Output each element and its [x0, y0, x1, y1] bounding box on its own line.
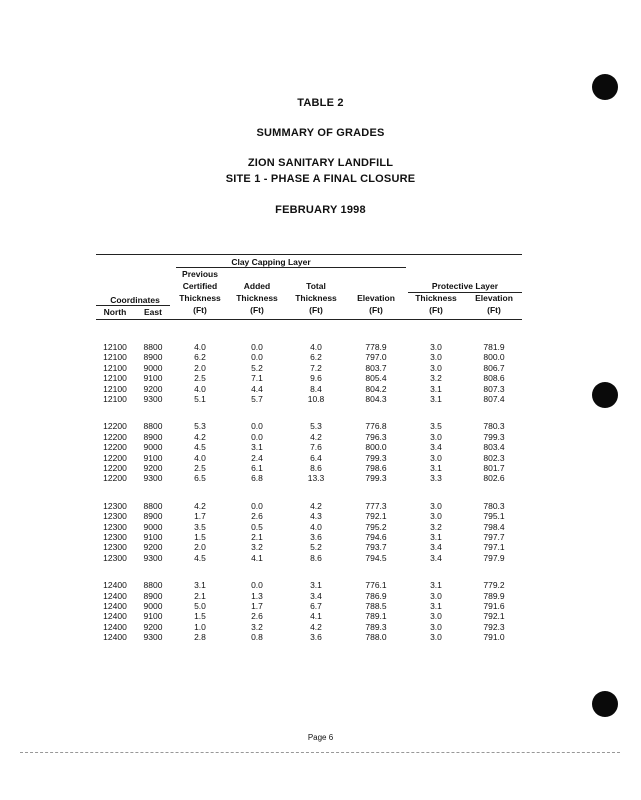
cell-east: 9300 [143, 394, 163, 404]
cell-prot-elevation: 789.9 [483, 590, 505, 601]
cell-elevation: 797.0 [365, 352, 387, 363]
col-elevation-unit: (Ft) [369, 305, 383, 315]
cell-prot-elevation: 779.2 [483, 580, 505, 591]
cell-total: 5.3 [310, 421, 322, 432]
cell-prot-elevation: 799.3 [483, 431, 505, 442]
cell-east: 8900 [143, 511, 163, 522]
cell-prev-cert: 4.2 [194, 431, 206, 442]
cell-prot-thickness: 3.3 [430, 473, 442, 484]
cell-east: 9200 [143, 383, 163, 394]
cell-prot-thickness: 3.0 [430, 611, 442, 622]
cell-prot-thickness: 3.0 [430, 500, 442, 511]
cell-prot-thickness: 3.2 [430, 521, 442, 532]
cell-north: 12200 [103, 452, 127, 463]
cell-prot-elevation: 797.9 [483, 552, 505, 563]
col-prot-thickness-unit: (Ft) [429, 305, 443, 315]
cell-east: 8800 [143, 421, 163, 432]
cell-elevation: 795.2 [365, 521, 387, 532]
cell-prev-cert: 2.5 [194, 463, 206, 473]
cell-total: 3.6 [310, 632, 322, 643]
cell-elevation: 793.7 [365, 542, 387, 553]
cell-added: 0.0 [251, 500, 263, 511]
cell-elevation: 788.0 [365, 632, 387, 643]
cell-added: 3.2 [251, 621, 263, 632]
cell-total: 7.6 [310, 442, 322, 453]
cell-north: 12100 [103, 342, 127, 352]
cell-prot-thickness: 3.0 [430, 352, 442, 363]
col-added-unit: (Ft) [250, 305, 264, 315]
cell-prot-thickness: 3.0 [430, 342, 442, 352]
cell-total: 8.6 [310, 463, 322, 473]
cell-elevation: 800.0 [365, 442, 387, 453]
col-prev-cert-unit: (Ft) [193, 305, 207, 315]
cell-east: 8800 [143, 342, 163, 352]
scan-edge-noise [20, 752, 620, 753]
cell-elevation: 796.3 [365, 431, 387, 442]
cell-total: 8.6 [310, 552, 322, 563]
cell-prot-elevation: 791.6 [483, 601, 505, 611]
cell-east: 9100 [143, 373, 163, 384]
cell-added: 2.6 [251, 611, 263, 622]
cell-prot-elevation: 780.3 [483, 500, 505, 511]
cell-total: 3.4 [310, 590, 322, 601]
cell-prot-thickness: 3.0 [430, 590, 442, 601]
cell-east: 8900 [143, 590, 163, 601]
cell-prot-thickness: 3.1 [430, 394, 442, 404]
cell-north: 12400 [103, 621, 127, 632]
cell-added: 4.4 [251, 383, 263, 394]
cell-prev-cert: 2.1 [194, 590, 206, 601]
cell-elevation: 799.3 [365, 473, 387, 484]
cell-elevation: 805.4 [365, 373, 387, 384]
cell-east: 8800 [143, 580, 163, 591]
cell-elevation: 794.5 [365, 552, 387, 563]
cell-prot-elevation: 781.9 [483, 342, 505, 352]
cell-elevation: 786.9 [365, 590, 387, 601]
cell-prot-thickness: 3.4 [430, 442, 442, 453]
cell-elevation: 776.1 [365, 580, 387, 591]
cell-elevation: 799.3 [365, 452, 387, 463]
cell-north: 12100 [103, 383, 127, 394]
cell-prev-cert: 4.0 [194, 452, 206, 463]
cell-north: 12100 [103, 362, 127, 373]
cell-prot-thickness: 3.2 [430, 373, 442, 384]
cell-prev-cert: 4.5 [194, 552, 206, 563]
cell-east: 9100 [143, 532, 163, 542]
cell-prot-elevation: 807.3 [483, 383, 505, 394]
cell-east: 9000 [143, 442, 163, 453]
cell-prev-cert: 4.2 [194, 500, 206, 511]
cell-prot-elevation: 808.6 [483, 373, 505, 384]
cell-total: 6.7 [310, 601, 322, 611]
cell-prev-cert: 3.1 [194, 580, 206, 591]
cell-north: 12300 [103, 542, 127, 553]
cell-north: 12400 [103, 632, 127, 643]
cell-prev-cert: 2.8 [194, 632, 206, 643]
punch-hole-middle [592, 382, 618, 408]
cell-elevation: 792.1 [365, 511, 387, 522]
cell-prot-thickness: 3.0 [430, 511, 442, 522]
cell-prot-elevation: 798.4 [483, 521, 505, 532]
cell-prot-thickness: 3.0 [430, 452, 442, 463]
cell-added: 1.7 [251, 601, 263, 611]
cell-prot-thickness: 3.0 [430, 621, 442, 632]
cell-elevation: 778.9 [365, 342, 387, 352]
cell-added: 0.0 [251, 342, 263, 352]
col-added-line2: Thickness [236, 293, 278, 303]
cell-north: 12400 [103, 590, 127, 601]
col-prev-cert-line1: Previous [182, 269, 218, 279]
col-added-line1: Added [243, 281, 271, 291]
header-bottom-rule [96, 319, 522, 320]
col-total-line1: Total [306, 281, 326, 291]
table-top-rule [96, 254, 522, 255]
col-total-line2: Thickness [295, 293, 337, 303]
col-prot-elevation-line1: Elevation [475, 293, 513, 303]
cell-east: 8900 [143, 352, 163, 363]
cell-prev-cert: 4.5 [194, 442, 206, 453]
cell-north: 12300 [103, 500, 127, 511]
phase-title: SITE 1 - PHASE A FINAL CLOSURE [225, 173, 416, 185]
cell-prev-cert: 4.0 [194, 342, 206, 352]
cell-prev-cert: 1.0 [194, 621, 206, 632]
cell-added: 6.1 [251, 463, 263, 473]
cell-added: 0.0 [251, 352, 263, 363]
cell-prev-cert: 5.1 [194, 394, 206, 404]
page-number: Page 6 [307, 733, 334, 742]
cell-total: 6.2 [310, 352, 322, 363]
cell-elevation: 789.1 [365, 611, 387, 622]
cell-prev-cert: 6.2 [194, 352, 206, 363]
cell-added: 3.2 [251, 542, 263, 553]
cell-prot-elevation: 792.3 [483, 621, 505, 632]
cell-prot-thickness: 3.0 [430, 362, 442, 373]
cell-added: 4.1 [251, 552, 263, 563]
cell-north: 12200 [103, 431, 127, 442]
cell-prot-thickness: 3.0 [430, 431, 442, 442]
cell-prot-thickness: 3.1 [430, 532, 442, 542]
cell-total: 13.3 [307, 473, 325, 484]
cell-added: 0.0 [251, 580, 263, 591]
cell-elevation: 777.3 [365, 500, 387, 511]
cell-total: 9.6 [310, 373, 322, 384]
cell-added: 0.5 [251, 521, 263, 532]
cell-prot-elevation: 802.6 [483, 473, 505, 484]
cell-added: 0.0 [251, 431, 263, 442]
cell-north: 12200 [103, 442, 127, 453]
cell-total: 5.2 [310, 542, 322, 553]
cell-prot-thickness: 3.1 [430, 580, 442, 591]
cell-prev-cert: 3.5 [194, 521, 206, 532]
col-prot-thickness-line1: Thickness [415, 293, 457, 303]
cell-prot-thickness: 3.5 [430, 421, 442, 432]
cell-north: 12100 [103, 394, 127, 404]
cell-prev-cert: 5.3 [194, 421, 206, 432]
col-east: East [144, 307, 162, 317]
cell-east: 8900 [143, 431, 163, 442]
cell-east: 9000 [143, 521, 163, 532]
cell-prot-elevation: 780.3 [483, 421, 505, 432]
table-number: TABLE 2 [297, 97, 344, 109]
cell-prot-thickness: 3.1 [430, 383, 442, 394]
cell-east: 9000 [143, 601, 163, 611]
cell-prev-cert: 2.0 [194, 362, 206, 373]
cell-elevation: 794.6 [365, 532, 387, 542]
cell-elevation: 798.6 [365, 463, 387, 473]
cell-prot-elevation: 802.3 [483, 452, 505, 463]
cell-added: 5.7 [251, 394, 263, 404]
cell-north: 12300 [103, 532, 127, 542]
cell-prev-cert: 2.0 [194, 542, 206, 553]
protective-group-header: Protective Layer [431, 281, 499, 291]
cell-added: 2.4 [251, 452, 263, 463]
cell-added: 1.3 [251, 590, 263, 601]
cell-total: 4.0 [310, 521, 322, 532]
cell-prot-elevation: 806.7 [483, 362, 505, 373]
cell-prot-elevation: 795.1 [483, 511, 505, 522]
cell-prot-elevation: 797.7 [483, 532, 505, 542]
cell-east: 9200 [143, 463, 163, 473]
cell-east: 9200 [143, 621, 163, 632]
cell-elevation: 788.5 [365, 601, 387, 611]
cell-total: 7.2 [310, 362, 322, 373]
cell-east: 9300 [143, 473, 163, 484]
cell-prot-thickness: 3.1 [430, 463, 442, 473]
cell-prot-elevation: 807.4 [483, 394, 505, 404]
cell-added: 0.0 [251, 421, 263, 432]
punch-hole-bottom [592, 691, 618, 717]
cell-prot-elevation: 803.4 [483, 442, 505, 453]
cell-elevation: 776.8 [365, 421, 387, 432]
cell-east: 9300 [143, 552, 163, 563]
cell-prot-thickness: 3.4 [430, 552, 442, 563]
cell-added: 0.8 [251, 632, 263, 643]
col-total-unit: (Ft) [309, 305, 323, 315]
table-subject: SUMMARY OF GRADES [256, 127, 385, 139]
cell-north: 12300 [103, 521, 127, 532]
cell-north: 12200 [103, 463, 127, 473]
cell-elevation: 804.3 [365, 394, 387, 404]
cell-prot-elevation: 792.1 [483, 611, 505, 622]
cell-prot-elevation: 797.1 [483, 542, 505, 553]
cell-added: 2.6 [251, 511, 263, 522]
col-coordinates: Coordinates [110, 295, 160, 305]
cell-added: 7.1 [251, 373, 263, 384]
cell-added: 5.2 [251, 362, 263, 373]
cell-prev-cert: 1.5 [194, 532, 206, 542]
col-elevation-line1: Elevation [357, 293, 395, 303]
cell-prev-cert: 2.5 [194, 373, 206, 384]
cell-total: 4.2 [310, 621, 322, 632]
site-name: ZION SANITARY LANDFILL [247, 157, 394, 169]
cell-prot-thickness: 3.0 [430, 632, 442, 643]
cell-north: 12400 [103, 611, 127, 622]
cell-east: 9100 [143, 452, 163, 463]
cell-east: 9000 [143, 362, 163, 373]
cell-total: 10.8 [307, 394, 325, 404]
cell-east: 8800 [143, 500, 163, 511]
cell-north: 12100 [103, 352, 127, 363]
cell-east: 9100 [143, 611, 163, 622]
clay-capping-group-header: Clay Capping Layer [231, 257, 311, 267]
cell-prot-elevation: 791.0 [483, 632, 505, 643]
cell-prev-cert: 5.0 [194, 601, 206, 611]
cell-added: 6.8 [251, 473, 263, 484]
cell-total: 4.3 [310, 511, 322, 522]
cell-added: 3.1 [251, 442, 263, 453]
cell-north: 12400 [103, 601, 127, 611]
cell-total: 6.4 [310, 452, 322, 463]
cell-north: 12100 [103, 373, 127, 384]
cell-prev-cert: 1.5 [194, 611, 206, 622]
cell-elevation: 789.3 [365, 621, 387, 632]
cell-total: 4.2 [310, 431, 322, 442]
cell-north: 12300 [103, 511, 127, 522]
cell-elevation: 803.7 [365, 362, 387, 373]
cell-total: 8.4 [310, 383, 322, 394]
cell-prot-elevation: 801.7 [483, 463, 505, 473]
cell-east: 9300 [143, 632, 163, 643]
cell-prev-cert: 1.7 [194, 511, 206, 522]
cell-north: 12200 [103, 473, 127, 484]
cell-total: 3.6 [310, 532, 322, 542]
col-prot-elevation-unit: (Ft) [487, 305, 501, 315]
cell-total: 4.1 [310, 611, 322, 622]
col-prev-cert-line2: Certified [182, 281, 218, 291]
cell-prev-cert: 6.5 [194, 473, 206, 484]
col-north: North [103, 307, 127, 317]
report-date: FEBRUARY 1998 [275, 204, 366, 216]
cell-prev-cert: 4.0 [194, 383, 206, 394]
cell-north: 12200 [103, 421, 127, 432]
cell-added: 2.1 [251, 532, 263, 542]
cell-prot-elevation: 800.0 [483, 352, 505, 363]
cell-elevation: 804.2 [365, 383, 387, 394]
cell-east: 9200 [143, 542, 163, 553]
cell-total: 4.0 [310, 342, 322, 352]
cell-total: 4.2 [310, 500, 322, 511]
cell-prot-thickness: 3.4 [430, 542, 442, 553]
col-prev-cert-line3: Thickness [179, 293, 221, 303]
cell-prot-thickness: 3.1 [430, 601, 442, 611]
cell-north: 12300 [103, 552, 127, 563]
cell-north: 12400 [103, 580, 127, 591]
cell-total: 3.1 [310, 580, 322, 591]
